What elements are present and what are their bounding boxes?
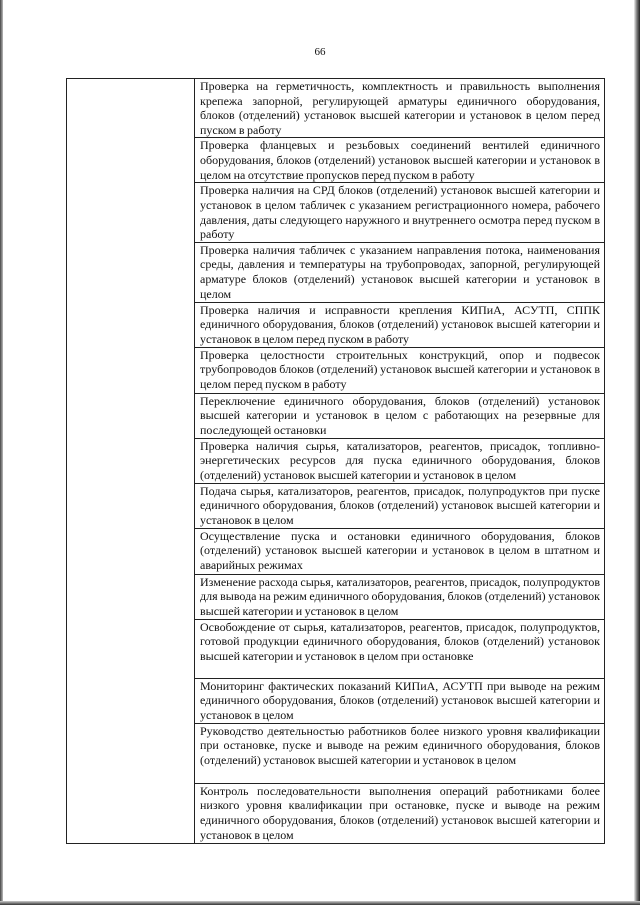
table-cell [195, 483, 605, 528]
row-text: Освобождение от сырья, катализаторов, реагентов, присадок, полупродуктов, готовой продукции единичного оборудования, блоков (отделений) установок высшей категории и установок в целом при остановке [200, 619, 600, 663]
table-cell [195, 678, 605, 723]
table-cell [195, 619, 605, 678]
table-cell [195, 528, 605, 574]
row-text: Проверка наличия табличек с указанием направления потока, наименования среды, давления и температуры на трубопроводах, запорной, регулирующей арматуре блоков (отделений) установок высшей категории и установок в целом [200, 242, 600, 301]
row-text: Мониторинг фактических показаний КИПиА, АСУТП при выводе на режим единичного оборудования, блоков (отделений) установок высшей категории и установок в целом [200, 678, 600, 722]
table-cell [195, 183, 605, 242]
row-text: Контроль последовательности выполнения операций работниками более низкого уровня квалификации при остановке, пуске и выводе на режим единичного оборудования, блоков (отделений) установок высшей категории и установок в целом [200, 783, 600, 842]
row-text: Проверка наличия сырья, катализаторов, реагентов, присадок, топливно-энергетических ресурсов для пуска единичного оборудования, блоков (отделений) установок высшей категории и установок в целом [200, 438, 600, 482]
table-cell [195, 242, 605, 302]
table-cell [195, 302, 605, 347]
table-cell [195, 79, 605, 138]
scan-edge-left [0, 0, 3, 905]
row-text: Руководство деятельностью работников более низкого уровня квалификации при остановке, пуске и выводе на режим единичного оборудования, блоков (отделений) установок высшей категории и установок в целом [200, 723, 600, 767]
row-text: Проверка наличия и исправности крепления КИПиА, АСУТП, СППК единичного оборудования, блоков (отделений) установок высшей категории и установок в целом перед пуском в работу [200, 302, 600, 346]
left-column-empty-cell [67, 79, 195, 844]
table-cell [195, 783, 605, 843]
row-text: Проверка фланцевых и резьбовых соединений вентилей единичного оборудования, блоков (отделений) установок высшей категории и установок в целом на отсутствие пропусков перед пуском в работу [200, 138, 600, 182]
table-row [67, 79, 605, 138]
row-text: Подача сырья, катализаторов, реагентов, присадок, полупродуктов при пуске единичного оборудования, блоков (отделений) установок высшей категории и установок в целом [200, 483, 600, 527]
labor-functions-table [66, 78, 605, 844]
table-cell [195, 347, 605, 393]
table-cell [195, 574, 605, 619]
row-text: Проверка наличия на СРД блоков (отделений) установок высшей категории и установок в целом табличек с указанием регистрационного номера, рабочего давления, даты следующего наружного и внутреннего осмотра перед пуском в работу [200, 183, 600, 242]
table-cell [195, 723, 605, 783]
scan-edge-right [634, 0, 640, 905]
table-cell [195, 393, 605, 438]
page-number: 66 [314, 46, 326, 58]
row-text: Проверка целостности строительных конструкций, опор и подвесок трубопроводов блоков (отделений) установок высшей категории и установок в целом перед пуском в работу [200, 347, 600, 391]
row-text: Изменение расхода сырья, катализаторов, реагентов, присадок, полупродуктов для вывода на режим единичного оборудования, блоков (отделений) установок высшей категории и установок в целом [200, 574, 600, 618]
scan-edge-bottom [0, 901, 640, 905]
row-text: Переключение единичного оборудования, блоков (отделений) установок высшей категории и установок в целом с работающих на резервные для последующей остановки [200, 393, 600, 437]
table-cell [195, 438, 605, 483]
row-text: Осуществление пуска и остановки единичного оборудования, блоков (отделений) установок высшей категории и установок в целом в штатном и аварийных режимах [200, 528, 600, 572]
row-text: Проверка на герметичность, комплектность и правильность выполнения крепежа запорной, регулирующей арматуры единичного оборудования, блоков (отделений) установок высшей категории и установок в целом перед пуском в работу [200, 79, 600, 137]
table-cell [195, 138, 605, 183]
